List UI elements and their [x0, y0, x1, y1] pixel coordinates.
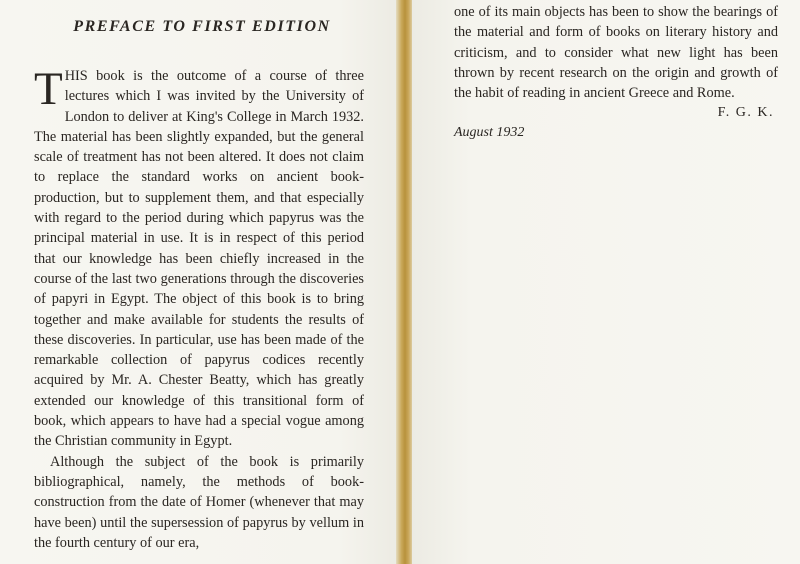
preface-paragraph-1	[34, 63, 364, 452]
page-title: PREFACE TO FIRST EDITION	[73, 18, 331, 35]
right-page-text	[454, 2, 778, 141]
left-page-text	[34, 18, 364, 553]
paragraph-1-text: HIS book is the outcome of a course of three lectures which I was invited by the University of London to deliver at King's College in March 1932. The material has been slightly expanded, but the general scale of treatment has not been altered. It does not claim to replace the standard works on ancient book-production, but to supplement them, and that especially with regard to the period during which papyrus was the principal material in use. It is in respect of this period that our knowledge has been chiefly increased in the course of the last two generations through the discoveries of papyri in Egypt. The object of this book is to bring together and make available for students the results of these discoveries. In particular, use has been made of the remarkable collection of papyrus codices recently acquired by Mr. A. Chester Beatty, which has greatly extended our knowledge of this transitional form of book, which appears to have had a special vogue among the Christian community in Egypt.	[34, 68, 364, 450]
author-initials: F. G. K.	[717, 105, 774, 121]
preface-paragraph-continued: one of its main objects has been to show the bearings of the material and form of books on literary history and criticism, and to consider what new light has been thrown by recent research on the origin and growth of the habit of reading in ancient Greece and Rome.	[454, 4, 778, 102]
drop-cap: T	[34, 63, 63, 115]
preface-date: August 1932	[454, 125, 525, 141]
preface-paragraph-2: Although the subject of the book is primarily bibliographical, namely, the methods of book-construction from the date of Homer (whenever that may have been) until the supersession of papyrus by vellum in the fourth century of our era,	[34, 453, 364, 551]
